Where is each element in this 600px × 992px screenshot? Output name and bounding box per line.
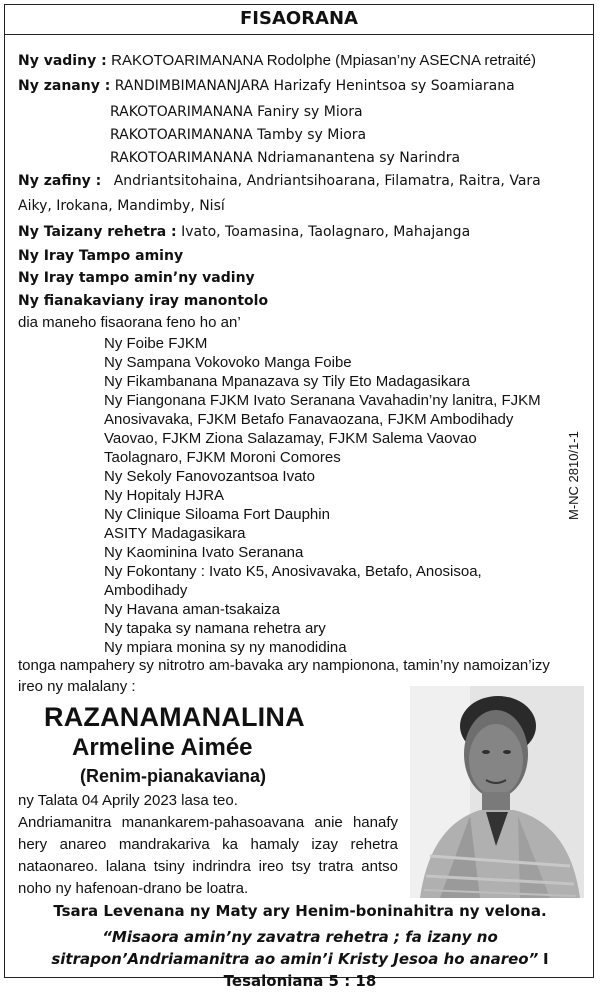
thanks-item: Ny Havana aman-tsakaiza: [104, 601, 280, 618]
thanks-item: Ny Sekoly Fanovozantsoa Ivato: [104, 468, 315, 485]
date-line: ny Talata 04 Aprily 2023 lasa teo.: [18, 792, 238, 809]
children-label: Ny zanany :: [18, 78, 111, 94]
thanks-item: Ny Fikambanana Mpanazava sy Tily Eto Madagasikara: [104, 373, 471, 390]
farewell-line: Tsara Levenana ny Maty ary Henim-boninahitra ny velona.: [53, 902, 547, 920]
prayer-paragraph: Andriamanitra manankarem-pahasoavana anie hanafy hery anareo mandrakariva ka hamaly izay rehetra nataonareo. lalana tsiny indrindra ireo tsy tratra antso noho ny hafenoan-drano be loatra.: [18, 814, 398, 897]
deceased-surname: RAZANAMANALINA: [44, 702, 305, 732]
thanks-item: Ny Clinique Siloama Fort Dauphin: [104, 506, 330, 523]
thanks-item: Taolagnaro, FJKM Moroni Comores: [104, 449, 341, 466]
father-line: [18, 52, 536, 69]
notice-title: FISAORANA: [4, 4, 594, 35]
quote-reference: I Tesaloniana 5 : 18: [223, 950, 549, 990]
thanks-item: Anosivavaka, FJKM Betafo Fanavaozana, FJKM Ambodihady: [104, 411, 514, 428]
closing-intro-continued: ireo ny malalany :: [18, 678, 136, 695]
thanks-item: Ny Kaominina Ivato Seranana: [104, 544, 304, 561]
grandchildren-label: Ny zafiny :: [18, 173, 102, 189]
spouse-siblings-line: Ny Iray tampo amin’ny vadiny: [18, 270, 255, 286]
child-entry: RAKOTOARIMANANA Tamby sy Miora: [110, 127, 367, 143]
residences-label: Ny Taizany rehetra :: [18, 224, 177, 240]
deceased-given-names: Armeline Aimée: [72, 734, 253, 761]
father-label: Ny vadiny :: [18, 53, 107, 69]
thanks-item: Ny Fiangonana FJKM Ivato Seranana Vavahadin’ny lanitra, FJKM: [104, 392, 541, 409]
father-value: RAKOTOARIMANANA Rodolphe (Mpiasan’ny ASECNA retraité): [111, 52, 537, 69]
closing-intro: tonga nampahery sy nitrotro am-bavaka ary nampionona, tamin’ny namoizan’izy: [18, 657, 550, 674]
siblings-line: Ny Iray Tampo aminy: [18, 248, 184, 264]
quote-text: “Misaora amin’ny zavatra rehetra ; fa izany no sitrapon’Andriamanitra ao amin’i Kristy Jesoa ho anareo”: [51, 928, 539, 968]
thanks-intro: dia maneho fisaorana feno ho an’: [18, 314, 241, 331]
child-entry: RAKOTOARIMANANA Faniry sy Miora: [110, 104, 363, 120]
child-entry: RANDIMBIMANANJARA Harizafy Henintsoa sy Soamiarana: [114, 78, 515, 94]
whole-family-line: Ny fianakaviany iray manontolo: [18, 293, 269, 309]
grandchildren-continued: Aiky, Irokana, Mandimby, Nisí: [18, 198, 225, 214]
thanks-item: Ny Fokontany : Ivato K5, Anosivavaka, Betafo, Anosisoa,: [104, 563, 482, 580]
reference-code: M-NC 2810/1-1: [566, 431, 581, 520]
residences-value: Ivato, Toamasina, Taolagnaro, Mahajanga: [181, 224, 471, 240]
thanks-item: ASITY Madagasikara: [104, 525, 246, 542]
thanks-list: [104, 334, 564, 657]
grandchildren-line: [18, 173, 541, 189]
thanks-item: Ny Hopitaly HJRA: [104, 487, 225, 504]
thanks-item: Ny mpiara monina sy ny manodidina: [104, 639, 347, 656]
residences-line: [18, 224, 470, 240]
thanks-item: Ny Sampana Vokovoko Manga Foibe: [104, 354, 352, 371]
children-line: [18, 78, 515, 94]
portrait-image: [410, 686, 584, 898]
thanks-item: Ny Foibe FJKM: [104, 335, 208, 352]
thanks-item: Vaovao, FJKM Ziona Salazamay, FJKM Salema Vaovao: [104, 430, 477, 447]
scripture-quote: [20, 926, 580, 992]
portrait-photo: [410, 686, 584, 898]
thanks-item: Ambodihady: [104, 582, 188, 599]
child-entry: RAKOTOARIMANANA Ndriamanantena sy Narindra: [110, 150, 461, 166]
deceased-nickname: (Renim-pianakaviana): [80, 766, 267, 786]
grandchildren-value: Andriantsitohaina, Andriantsihoarana, Filamatra, Raitra, Vara: [113, 173, 541, 189]
thanks-item: Ny tapaka sy namana rehetra ary: [104, 620, 326, 637]
